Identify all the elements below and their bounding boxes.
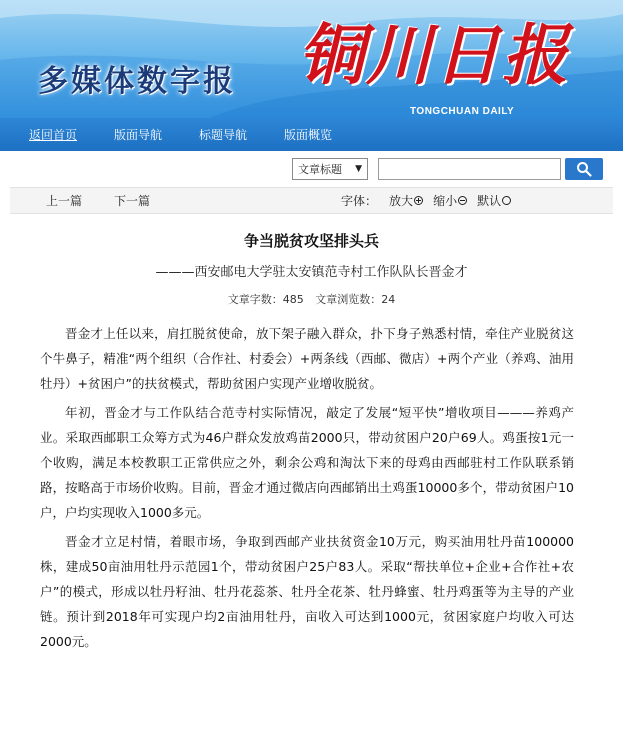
search-button[interactable] xyxy=(565,158,603,180)
article-subtitle: ———西安邮电大学驻太安镇范寺村工作队队长晋金才 xyxy=(155,265,468,280)
nav-page-overview-link[interactable]: 版面概览 xyxy=(284,128,333,142)
main-nav xyxy=(0,118,623,151)
masthead-banner xyxy=(0,0,623,118)
next-article-link[interactable]: 下一篇 xyxy=(114,194,151,208)
article-paragraph: 晋金才立足村情，着眼市场，争取到西邮产业扶贫资金10万元，购买油用牡丹苗100000株，建成50亩油用牡丹示范园1个，带动贫困户25户83人。采取“帮扶单位+企业+合作社+农户”的模式，形成以牡丹籽油、牡丹花蕊茶、牡丹全花茶、牡丹蜂蜜、牡丹鸡蛋等为主导的产业链。预计到2018年可实现户均2亩油用牡丹，亩收入可达到1000元，贫困家庭户均收入可达2000元。 xyxy=(40,534,574,649)
word-count: 文章字数：485 xyxy=(227,293,304,306)
article xyxy=(10,230,613,654)
font-size-label: 字体： xyxy=(341,194,378,208)
zoom-out-label: 缩小 xyxy=(433,194,458,208)
reset-font-button[interactable] xyxy=(477,192,511,209)
nav-title-navigation-link[interactable]: 标题导航 xyxy=(199,128,248,142)
zoom-in-button[interactable] xyxy=(389,192,423,209)
circle-icon xyxy=(502,196,511,205)
article-title: 争当脱贫攻坚排头兵 xyxy=(243,232,379,250)
article-meta xyxy=(10,291,613,307)
search-input[interactable] xyxy=(378,158,561,180)
search-icon xyxy=(576,161,592,177)
dropdown-arrow-icon: ▼ xyxy=(355,164,362,174)
search-field-select-value: 文章标题 xyxy=(298,163,342,176)
newspaper-logo: 铜川日报 xyxy=(298,16,570,94)
nav-home-link[interactable]: 返回首页 xyxy=(29,128,78,142)
reset-font-label: 默认 xyxy=(477,194,502,208)
search-bar xyxy=(0,151,623,187)
plus-circle-icon xyxy=(414,196,423,205)
article-toolbar xyxy=(10,187,613,214)
article-paragraph: 年初，晋金才与工作队结合范寺村实际情况，敲定了发展“短平快”增收项目———养鸡产业。采取西邮职工众筹方式为46户群众发放鸡苗2000只，带动贫困户20户69人。鸡蛋按1元一个收购，满足本校教职工正常供应之外，剩余公鸡和淘汰下来的母鸡由西邮驻村工作队联系销路，按略高于市场价收购。目前，晋金才通过微店向西邮销出土鸡蛋10000多个，带动贫困户10户，户均实现收入1000多元。 xyxy=(40,405,574,520)
newspaper-logo-english: TONGCHUAN DAILY xyxy=(410,106,515,117)
prev-article-link[interactable]: 上一篇 xyxy=(46,194,83,208)
slogan-text: 多媒体数字报 xyxy=(38,64,236,99)
search-field-select[interactable] xyxy=(292,158,368,180)
nav-page-navigation-link[interactable]: 版面导航 xyxy=(114,128,163,142)
article-paragraph: 晋金才上任以来，肩扛脱贫使命，放下架子融入群众，扑下身子熟悉村情，牵住产业脱贫这个牛鼻子，精准“两个组织（合作社、村委会）+两条线（西邮、微店）+两个产业（养鸡、油用牡丹）+贫困户”的扶贫模式，帮助贫困户实现产业增收脱贫。 xyxy=(40,326,574,391)
article-body xyxy=(40,321,574,654)
view-count: 文章浏览数：24 xyxy=(315,293,396,306)
zoom-out-button[interactable] xyxy=(433,192,467,209)
zoom-in-label: 放大 xyxy=(389,194,414,208)
minus-circle-icon xyxy=(458,196,467,205)
